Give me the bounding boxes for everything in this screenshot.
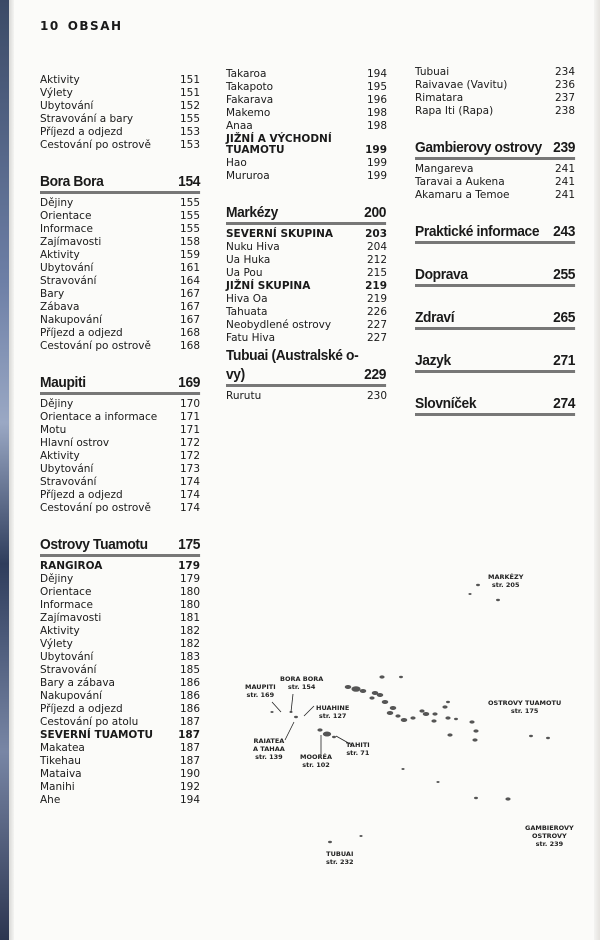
toc-section [415, 222, 575, 244]
island-mark [390, 706, 397, 710]
map-label-name: MARKÉZY [488, 573, 524, 581]
chapter-title: Ostrovy Tuamotu [40, 536, 148, 553]
entry-title: Dějiny [40, 197, 74, 209]
toc-chapter-heading[interactable] [415, 265, 575, 287]
island-mark [317, 728, 322, 731]
entry-title: Stravování [40, 275, 97, 287]
island-mark [401, 768, 404, 770]
entry-title: Mangareva [415, 163, 474, 175]
entry-page: 194 [179, 794, 200, 806]
entry-title: Hao [226, 157, 247, 169]
map-label-name: OSTROVY TUAMOTU [488, 699, 562, 707]
island-mark [445, 716, 450, 719]
map-label-markezy [488, 573, 523, 589]
toc-section [415, 394, 575, 416]
entry-page: 186 [179, 690, 200, 702]
island-mark [472, 738, 477, 741]
entry-title: Orientace a informace [40, 411, 158, 423]
toc-entry[interactable] [226, 171, 387, 184]
entry-title: Rimatara [415, 92, 464, 104]
toc-entry[interactable] [40, 341, 200, 354]
entry-page: 195 [366, 81, 387, 93]
entry-page: 227 [366, 319, 387, 331]
map-label-page: str. 205 [491, 581, 520, 589]
entry-page: 167 [179, 314, 200, 326]
chapter-page: 271 [553, 352, 576, 369]
toc-section [226, 69, 387, 184]
entry-page: 187 [179, 716, 200, 728]
map-label-page: str. 154 [287, 683, 316, 691]
entry-page: 196 [366, 94, 387, 106]
entry-page: 237 [554, 92, 575, 104]
entry-page: 153 [179, 139, 200, 151]
map-label-gambier [525, 824, 574, 848]
chapter-title: Praktické informace [415, 223, 540, 240]
entry-title: Stravování [40, 476, 97, 488]
entry-page: 179 [179, 573, 200, 585]
toc-entry[interactable] [40, 503, 200, 516]
entry-page: 181 [179, 612, 200, 624]
entry-page: 170 [179, 398, 200, 410]
chapter-page: 229 [364, 366, 387, 383]
entry-page: 155 [179, 223, 200, 235]
entry-title: RANGIROA [40, 560, 103, 572]
entry-page: 241 [554, 163, 575, 175]
toc-section [415, 138, 575, 203]
entry-page: 215 [366, 267, 387, 279]
entry-title: Příjezd a odjezd [40, 126, 123, 138]
entry-title: Zajímavosti [40, 612, 102, 624]
island-mark [474, 797, 478, 799]
island-mark [473, 729, 478, 732]
entry-title: Informace [40, 599, 93, 611]
chapter-title: Maupiti [40, 374, 86, 391]
entry-page: 153 [179, 126, 200, 138]
toc-section [415, 67, 575, 119]
entry-page: 241 [554, 176, 575, 188]
island-mark [410, 716, 415, 719]
entry-title: Cestování po ostrově [40, 139, 151, 151]
entry-title: Tubuai [415, 66, 450, 78]
toc-chapter-heading[interactable] [415, 138, 575, 160]
island-mark [419, 709, 424, 712]
map-label-page: str. 169 [246, 691, 275, 699]
map-label-page: str. 232 [326, 858, 354, 866]
toc-chapter-heading[interactable] [40, 373, 200, 395]
chapter-title: Gambierovy ostrovy [415, 139, 542, 156]
entry-title: Aktivity [40, 450, 80, 462]
entry-title: Nakupování [40, 690, 103, 702]
map-label-page: str. 239 [535, 840, 564, 848]
map-label-name: BORA BORA [280, 675, 324, 683]
entry-title: Makatea [40, 742, 85, 754]
toc-entry[interactable] [415, 106, 575, 119]
toc-section [415, 351, 575, 373]
entry-page: 172 [179, 437, 200, 449]
chapter-page: 169 [178, 374, 201, 391]
entry-page: 180 [179, 586, 200, 598]
entry-page: 212 [366, 254, 387, 266]
entry-title: Hlavní ostrov [40, 437, 110, 449]
entry-title: Zábava [40, 301, 80, 313]
toc-chapter-heading[interactable] [40, 535, 200, 557]
entry-title: Takapoto [226, 81, 274, 93]
entry-title: Rurutu [226, 390, 262, 402]
toc-chapter-heading[interactable] [415, 351, 575, 373]
map-label-name: GAMBIEROVY OSTROVY [525, 824, 574, 840]
toc-entry[interactable] [40, 276, 200, 289]
island-mark [446, 701, 450, 703]
toc-entry[interactable] [226, 333, 387, 346]
toc-chapter-heading[interactable] [226, 203, 386, 225]
entry-page: 192 [179, 781, 200, 793]
entry-page: 187 [179, 755, 200, 767]
entry-page: 183 [179, 651, 200, 663]
entry-page: 219 [366, 293, 387, 305]
chapter-title: Bora Bora [40, 173, 104, 190]
chapter-title: Jazyk [415, 352, 451, 369]
entry-title: Příjezd a odjezd [40, 489, 123, 501]
toc-section [226, 347, 387, 404]
entry-page: 236 [554, 79, 575, 91]
entry-title: Motu [40, 424, 67, 436]
island-mark [496, 599, 500, 601]
island-mark [360, 689, 367, 693]
map-label-tahiti [346, 741, 370, 757]
toc-section [40, 75, 200, 153]
entry-page: 187 [178, 729, 200, 741]
entry-title: Ubytování [40, 463, 94, 475]
entry-page: 203 [365, 228, 387, 240]
entry-page: 182 [179, 625, 200, 637]
toc-section [40, 535, 200, 808]
chapter-page: 255 [553, 266, 576, 283]
island-mark [345, 685, 352, 689]
toc-entry[interactable] [40, 140, 200, 153]
island-mark [399, 676, 403, 678]
entry-page: 159 [179, 249, 200, 261]
entry-title: Ubytování [40, 651, 94, 663]
entry-page: 227 [366, 332, 387, 344]
entry-page: 187 [179, 742, 200, 754]
entry-page: 185 [179, 664, 200, 676]
entry-title: Fakarava [226, 94, 274, 106]
toc-section [415, 265, 575, 287]
entry-page: 190 [179, 768, 200, 780]
island-mark [447, 733, 452, 736]
island-mark [401, 718, 408, 722]
map-label-page: str. 139 [255, 753, 283, 761]
chapter-page: 243 [553, 223, 576, 240]
entry-title: Aktivity [40, 74, 80, 86]
page-number: 10 [40, 19, 60, 33]
entry-page: 238 [554, 105, 575, 117]
entry-page: 199 [366, 157, 387, 169]
entry-title: Hiva Oa [226, 293, 268, 305]
entry-page: 168 [179, 327, 200, 339]
chapter-page: 274 [553, 395, 576, 412]
entry-title: Cestování po atolu [40, 716, 139, 728]
toc-chapter-heading[interactable] [415, 308, 575, 330]
island-mark [454, 718, 458, 720]
entry-title: Bary a zábava [40, 677, 115, 689]
entry-title: Cestování po ostrově [40, 340, 151, 352]
island-mark [442, 705, 447, 708]
chapter-title: Slovníček [415, 395, 477, 412]
entry-title: Ua Pou [226, 267, 263, 279]
island-mark [436, 781, 439, 783]
toc-section [40, 172, 200, 354]
island-mark [294, 716, 298, 718]
toc-entry[interactable] [40, 795, 200, 808]
entry-title: Neobydlené ostrovy [226, 319, 332, 331]
entry-title: Ubytování [40, 262, 94, 274]
toc-section [40, 373, 200, 516]
entry-title: Stravování a bary [40, 113, 134, 125]
entry-title: Bary [40, 288, 65, 300]
toc-entry[interactable] [415, 190, 575, 203]
entry-title: Aktivity [40, 249, 80, 261]
entry-title: Nuku Hiva [226, 241, 280, 253]
toc-chapter-heading[interactable] [415, 394, 575, 416]
island-mark [469, 720, 474, 723]
entry-title: Rapa Iti (Rapa) [415, 105, 494, 117]
entry-title: Tahuata [226, 306, 268, 318]
island-mark [270, 711, 273, 713]
entry-title: Taravai a Aukena [415, 176, 505, 188]
chapter-page: 265 [553, 309, 576, 326]
entry-title: Aktivity [40, 625, 80, 637]
toc-chapter-heading[interactable] [40, 172, 200, 194]
entry-title: Příjezd a odjezd [40, 703, 123, 715]
island-mark [395, 714, 400, 717]
island-mark [359, 835, 362, 837]
toc-column-3 [415, 67, 575, 420]
chapter-page: 200 [364, 204, 387, 221]
entry-title: Ua Huka [226, 254, 271, 266]
entry-title: Fatu Hiva [226, 332, 276, 344]
entry-page: 172 [179, 450, 200, 462]
map-label-name: TAHITI [346, 741, 370, 749]
entry-page: 186 [179, 677, 200, 689]
entry-page: 167 [179, 288, 200, 300]
island-mark [431, 719, 436, 722]
entry-page: 204 [366, 241, 387, 253]
entry-title: Stravování [40, 664, 97, 676]
toc-chapter-heading[interactable] [415, 222, 575, 244]
entry-title: Výlety [40, 638, 73, 650]
chapter-page: 175 [178, 536, 201, 553]
toc-entry[interactable] [226, 134, 387, 158]
map-label-name: MOORÉA [300, 753, 332, 761]
entry-page: 199 [365, 144, 387, 156]
entry-page: 155 [179, 197, 200, 209]
entry-page: 198 [366, 120, 387, 132]
entry-page: 194 [366, 68, 387, 80]
island-mark [423, 712, 430, 716]
entry-page: 164 [179, 275, 200, 287]
entry-title: Dějiny [40, 398, 74, 410]
map-label-tubuai [326, 850, 354, 866]
entry-page: 230 [366, 390, 387, 402]
island-mark [529, 735, 533, 737]
header-title: OBSAH [67, 19, 123, 33]
entry-page: 198 [366, 107, 387, 119]
entry-title: Ahe [40, 794, 61, 806]
entry-title: Orientace [40, 586, 92, 598]
map-label-moorea [300, 753, 332, 769]
entry-page: 179 [178, 560, 200, 572]
chapter-title: Markézy [226, 204, 278, 221]
entry-title: Ubytování [40, 100, 94, 112]
island-mark [387, 711, 394, 715]
island-mark [323, 731, 331, 736]
entry-page: 161 [179, 262, 200, 274]
chapter-page: 154 [178, 173, 201, 190]
entry-page: 173 [179, 463, 200, 475]
toc-section [226, 203, 387, 346]
entry-title: Tikehau [40, 755, 81, 767]
entry-title: Makemo [226, 107, 271, 119]
entry-title: Zajímavosti [40, 236, 102, 248]
entry-page: 167 [179, 301, 200, 313]
entry-title: Cestování po ostrově [40, 502, 151, 514]
island-mark [379, 675, 384, 678]
island-mark [369, 696, 374, 699]
entry-title: Informace [40, 223, 93, 235]
entry-title: Příjezd a odjezd [40, 327, 123, 339]
island-mark [332, 736, 336, 738]
map-label-page: str. 175 [510, 707, 539, 715]
entry-page: 174 [179, 476, 200, 488]
entry-title: Anaa [226, 120, 253, 132]
entry-page: 174 [179, 502, 200, 514]
entry-page: 241 [554, 189, 575, 201]
island-mark [468, 593, 471, 595]
entry-page: 219 [365, 280, 387, 292]
toc-column-1 [40, 75, 200, 808]
island-mark [382, 700, 389, 704]
island-mark [328, 841, 332, 843]
map-label-name: MAUPITI [245, 683, 276, 691]
chapter-title: Zdraví [415, 309, 455, 326]
entry-title: Mataiva [40, 768, 82, 780]
entry-title: SEVERNÍ TUAMOTU [40, 729, 154, 741]
toc-chapter-heading[interactable] [226, 347, 387, 387]
entry-title: Mururoa [226, 170, 270, 182]
entry-title: Nakupování [40, 314, 103, 326]
entry-title: JIŽNÍ A VÝCHODNÍ TUAMOTU [226, 133, 332, 156]
island-mark [432, 712, 437, 715]
toc-entry[interactable] [40, 782, 200, 795]
chapter-page: 239 [553, 139, 576, 156]
island-mark [546, 737, 550, 739]
toc-column-2 [226, 69, 387, 404]
entry-page: 155 [179, 210, 200, 222]
entry-title: Dějiny [40, 573, 74, 585]
map-label-page: str. 127 [318, 712, 347, 720]
island-mark [505, 797, 510, 800]
entry-page: 152 [179, 100, 200, 112]
map-label-name: RAIATEA A TAHAA [253, 737, 285, 753]
entry-page: 226 [366, 306, 387, 318]
entry-title: Orientace [40, 210, 92, 222]
entry-title: Takaroa [226, 68, 267, 80]
map-label-tuamotu [488, 699, 561, 715]
entry-page: 171 [179, 424, 200, 436]
island-mark [377, 693, 384, 697]
island-mark [476, 584, 480, 586]
map-label-huahine [316, 704, 349, 720]
entry-title: Akamaru a Temoe [415, 189, 510, 201]
entry-title: Raivavae (Vavitu) [415, 79, 508, 91]
page-gutter-shadow [9, 0, 14, 940]
book-binding-edge [0, 0, 9, 940]
entry-page: 158 [179, 236, 200, 248]
entry-page: 199 [366, 170, 387, 182]
toc-section [415, 308, 575, 330]
entry-page: 151 [179, 87, 200, 99]
entry-page: 234 [554, 66, 575, 78]
map-label-name: HUAHINE [316, 704, 350, 712]
entry-page: 186 [179, 703, 200, 715]
entry-page: 168 [179, 340, 200, 352]
map-label-name: TUBUAI [326, 850, 354, 858]
entry-title: Výlety [40, 87, 73, 99]
entry-title: SEVERNÍ SKUPINA [226, 228, 334, 240]
map-label-page: str. 71 [346, 749, 370, 757]
entry-page: 174 [179, 489, 200, 501]
map-label-bora-bora [280, 675, 323, 691]
toc-entry[interactable] [226, 391, 387, 404]
chapter-title: Tubuai (Australské o-vy) [226, 347, 359, 383]
chapter-title: Doprava [415, 266, 468, 283]
island-mark [351, 686, 360, 692]
entry-page: 182 [179, 638, 200, 650]
map-label-maupiti [245, 683, 276, 699]
map-label-raiatea [253, 737, 285, 761]
entry-title: JIŽNÍ SKUPINA [226, 280, 311, 292]
entry-title: Manihi [40, 781, 75, 793]
entry-page: 171 [179, 411, 200, 423]
entry-page: 151 [179, 74, 200, 86]
map-label-page: str. 102 [302, 761, 330, 769]
entry-page: 155 [179, 113, 200, 125]
entry-page: 180 [179, 599, 200, 611]
running-header [40, 19, 123, 33]
